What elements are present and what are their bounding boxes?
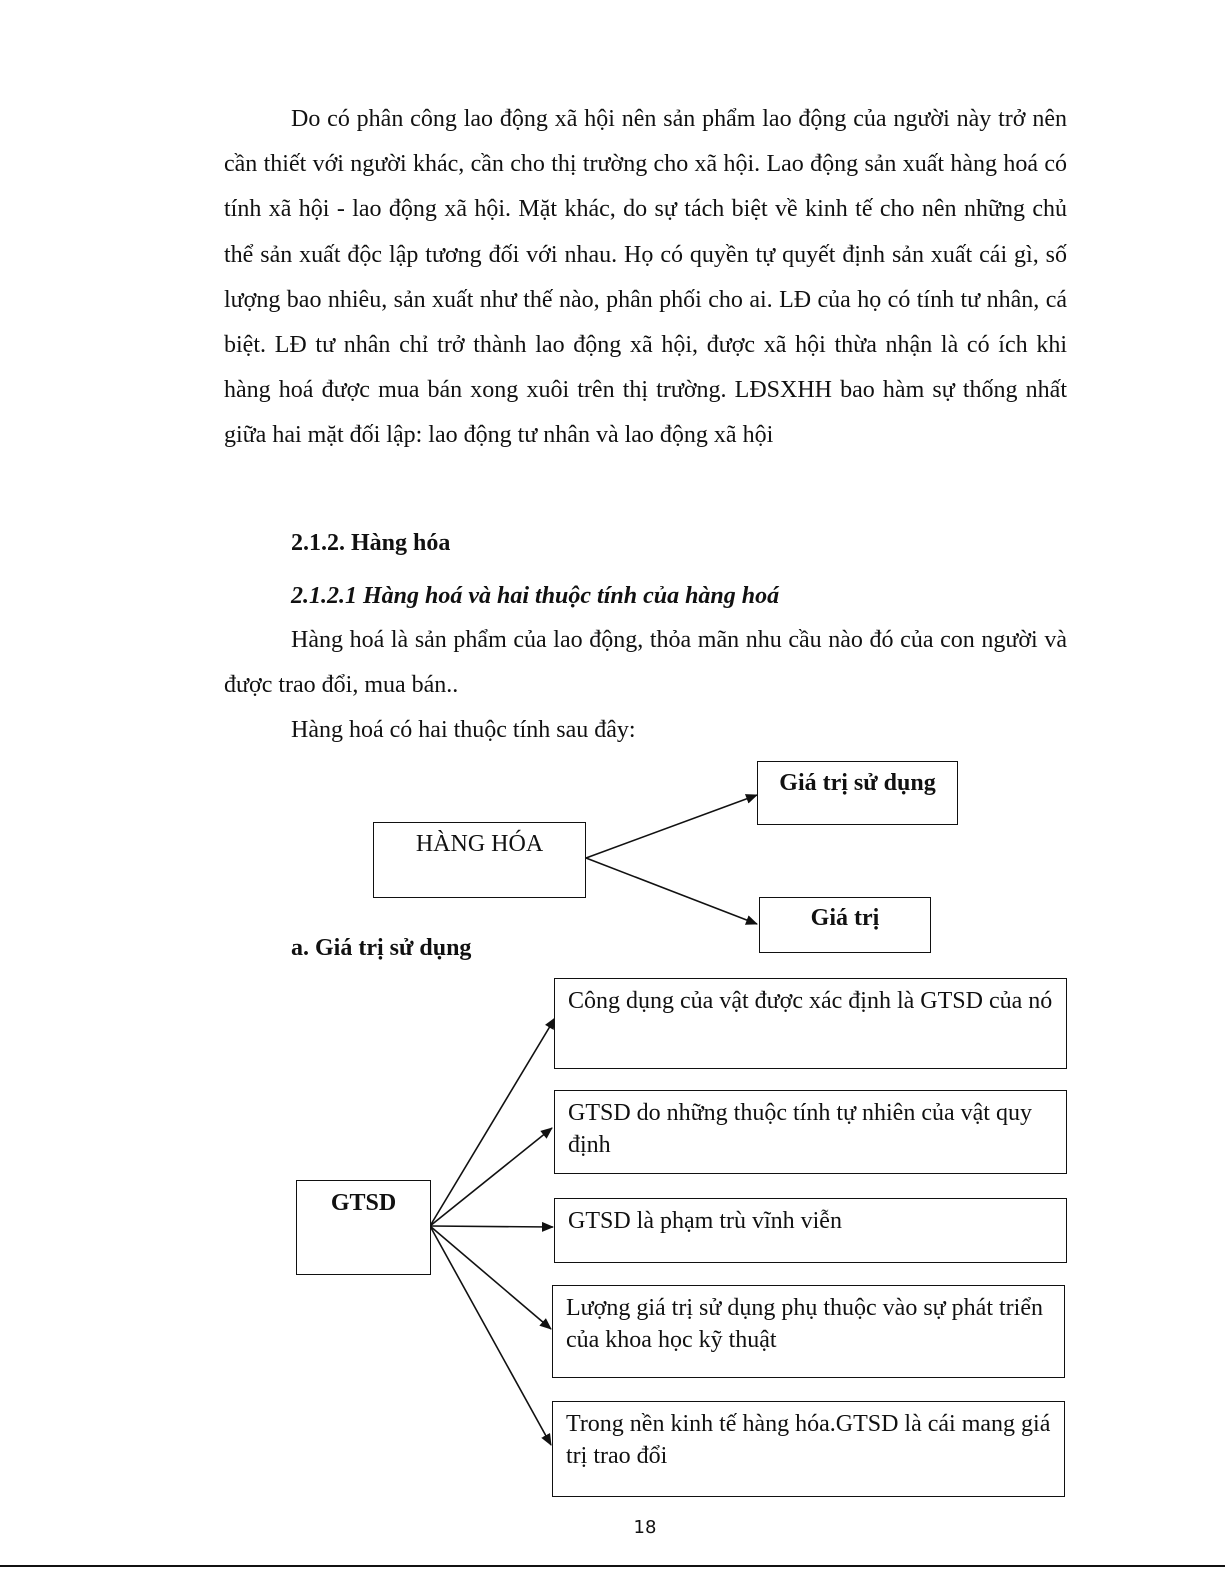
value-box-label: Giá trị (810, 905, 880, 931)
gtsd-property-box-2 (554, 1090, 1067, 1174)
gtsd-box (296, 1180, 431, 1275)
use-value-box-label: Giá trị sử dụng (779, 770, 936, 796)
attributes-intro: Hàng hoá có hai thuộc tính sau đây: (291, 717, 636, 743)
subsection-heading: 2.1.2.1 Hàng hoá và hai thuộc tính của hàng hoá (291, 583, 780, 609)
gtsd-property-text-3: GTSD là phạm trù vĩnh viễn (568, 1208, 842, 1234)
gtsd-property-text-1: Công dụng của vật được xác định là GTSD của nó (568, 988, 1053, 1014)
gtsd-property-text-2: GTSD do những thuộc tính tự nhiên của vật quy định (568, 1100, 1032, 1158)
arrow-gtsd-2 (430, 1128, 552, 1226)
goods-box-label: HÀNG HÓA (415, 831, 544, 857)
footer-rule (0, 1565, 1225, 1567)
arrow-to-use-value (586, 795, 757, 858)
page-number: 18 (633, 1517, 657, 1538)
gtsd-property-box-5 (552, 1401, 1065, 1497)
arrow-gtsd-5 (430, 1226, 551, 1445)
value-box (759, 897, 931, 953)
use-value-heading: a. Giá trị sử dụng (291, 935, 472, 961)
arrow-to-value (586, 858, 757, 924)
section-heading: 2.1.2. Hàng hóa (291, 530, 451, 556)
goods-box (373, 822, 586, 898)
gtsd-box-label: GTSD (330, 1190, 397, 1216)
gtsd-property-box-3 (554, 1198, 1067, 1263)
arrow-gtsd-1 (430, 1018, 555, 1226)
definition-paragraph: Hàng hoá là sản phẩm của lao động, thỏa mãn nhu cầu nào đó của con người và được trao đổi, mua bán.. (224, 627, 1067, 699)
arrow-gtsd-4 (430, 1226, 551, 1329)
gtsd-property-text-4: Lượng giá trị sử dụng phụ thuộc vào sự phát triển của khoa học kỹ thuật (566, 1295, 1043, 1353)
use-value-box (757, 761, 958, 825)
gtsd-property-box-1 (554, 978, 1067, 1069)
gtsd-property-box-4 (552, 1285, 1065, 1378)
gtsd-property-text-5: Trong nền kinh tế hàng hóa.GTSD là cái mang giá trị trao đổi (566, 1411, 1051, 1469)
intro-paragraph: Do có phân công lao động xã hội nên sản phẩm lao động của người này trở nên cần thiết với người khác, cần cho thị trường cho xã hội. Lao động sản xuất hàng hoá có tính xã hội - lao động xã hội. Mặt khác, do sự tách biệt về kinh tế cho nên những chủ thể sản xuất độc lập tương đối với nhau. Họ có quyền tự quyết định sản xuất cái gì, số lượng bao nhiêu, sản xuất như thế nào, phân phối cho ai. LĐ của họ có tính tư nhân, cá biệt. LĐ tư nhân chỉ trở thành lao động xã hội, được xã hội thừa nhận là có ích khi hàng hoá được mua bán xong xuôi trên thị trường. LĐSXHH bao hàm sự thống nhất giữa hai mặt đối lập: lao động tư nhân và lao động xã hội (224, 106, 1067, 449)
arrow-gtsd-3 (430, 1226, 553, 1227)
